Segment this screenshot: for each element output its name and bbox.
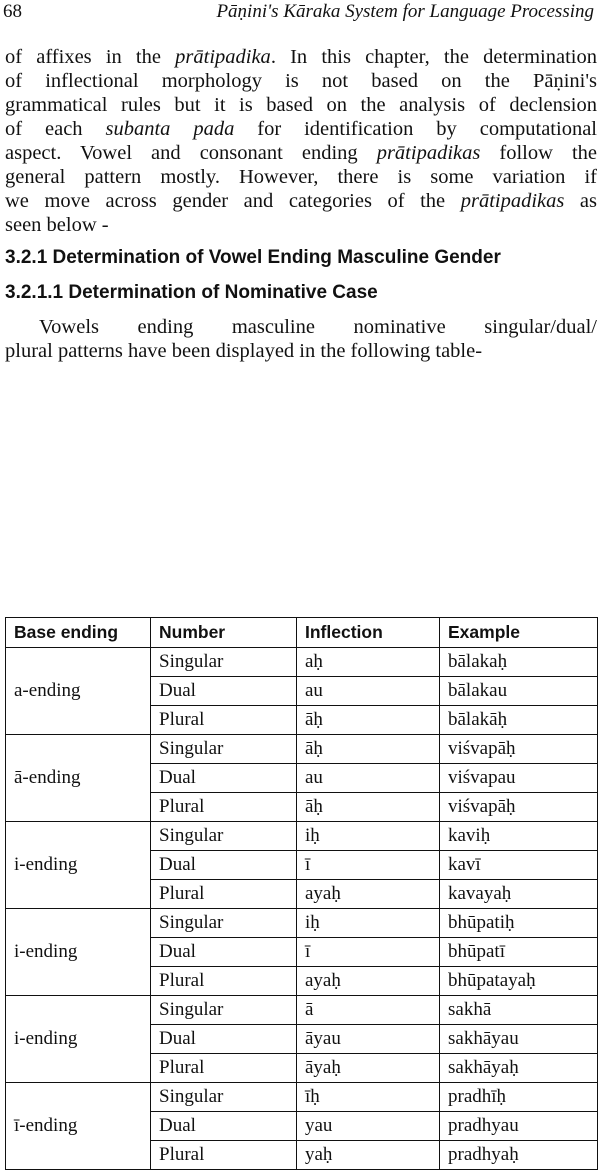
base-ending-cell: ī-ending — [6, 1083, 151, 1170]
nominative-case-table — [5, 617, 598, 1170]
example-cell: viśvapāḥ — [440, 793, 598, 822]
text-line: Vowels ending masculine nominative singular/dual/ — [39, 316, 597, 338]
example-cell: pradhyau — [440, 1112, 598, 1141]
number-cell: Dual — [151, 677, 297, 706]
inflection-cell: īḥ — [297, 1083, 440, 1112]
text-segment: follow the — [480, 142, 598, 164]
number-cell: Plural — [151, 1054, 297, 1083]
table-row — [6, 735, 598, 764]
inflection-cell: ayaḥ — [297, 880, 440, 909]
column-header: Example — [440, 618, 598, 648]
inflection-cell: aḥ — [297, 648, 440, 677]
number-cell: Dual — [151, 1025, 297, 1054]
running-title: Pāṇini's Kāraka System for Language Processing — [216, 1, 594, 22]
number-cell: Plural — [151, 706, 297, 735]
number-cell: Singular — [151, 648, 297, 677]
number-cell: Dual — [151, 1112, 297, 1141]
number-cell: Plural — [151, 793, 297, 822]
inflection-cell: yaḥ — [297, 1141, 440, 1170]
example-cell: kavayaḥ — [440, 880, 598, 909]
text-segment: seen below - — [5, 214, 109, 236]
column-header: Inflection — [297, 618, 440, 648]
text-segment: general pattern mostly. However, there is some variation if — [5, 166, 597, 188]
italic-term: prātipadikas — [460, 190, 565, 212]
table-row — [6, 822, 598, 851]
table-row — [6, 909, 598, 938]
example-cell: pradhyaḥ — [440, 1141, 598, 1170]
base-ending-cell: i-ending — [6, 996, 151, 1083]
inflection-cell: ā — [297, 996, 440, 1025]
inflection-cell: āyau — [297, 1025, 440, 1054]
inflection-cell: iḥ — [297, 822, 440, 851]
number-cell: Dual — [151, 764, 297, 793]
number-cell: Singular — [151, 996, 297, 1025]
text-segment: we move across gender and categories of the — [5, 190, 461, 212]
example-cell: kavī — [440, 851, 598, 880]
inflection-cell: ayaḥ — [297, 967, 440, 996]
text-segment: of inflectional morphology is not based on the Pāṇini's — [5, 70, 597, 92]
italic-term: prātipadikas — [376, 142, 481, 164]
inflection-cell: au — [297, 677, 440, 706]
table-row — [6, 648, 598, 677]
text-line — [5, 165, 597, 189]
column-header: Base ending — [6, 618, 151, 648]
table-row — [6, 1083, 598, 1112]
text-segment: aspect. Vowel and consonant ending — [5, 142, 377, 164]
text-segment: as — [564, 190, 598, 212]
subsection-heading: 3.2.1.1 Determination of Nominative Case — [5, 282, 378, 303]
inflection-cell: āḥ — [297, 793, 440, 822]
text-line — [5, 93, 597, 117]
text-line — [5, 45, 597, 69]
number-cell: Dual — [151, 938, 297, 967]
text-line — [5, 69, 597, 93]
example-cell: sakhāyaḥ — [440, 1054, 598, 1083]
text-segment: of each — [5, 118, 106, 140]
text-line: plural patterns have been displayed in the following table- — [5, 340, 483, 362]
example-cell: bhūpatiḥ — [440, 909, 598, 938]
text-line — [5, 189, 597, 213]
example-cell: bālakau — [440, 677, 598, 706]
text-line — [5, 213, 597, 237]
number-cell: Singular — [151, 909, 297, 938]
text-line — [5, 141, 597, 165]
number-cell: Dual — [151, 851, 297, 880]
page-body — [5, 45, 597, 363]
number-cell: Plural — [151, 967, 297, 996]
italic-term: subanta pada — [105, 118, 235, 140]
table-row — [6, 996, 598, 1025]
page-header — [0, 0, 600, 26]
section-heading: 3.2.1 Determination of Vowel Ending Masculine Gender — [5, 247, 501, 268]
example-cell: sakhāyau — [440, 1025, 598, 1054]
base-ending-cell: i-ending — [6, 909, 151, 996]
inflection-cell: āyaḥ — [297, 1054, 440, 1083]
text-segment: for identification by computational — [234, 118, 597, 140]
number-cell: Singular — [151, 1083, 297, 1112]
inflection-cell: ī — [297, 851, 440, 880]
example-cell: pradhīḥ — [440, 1083, 598, 1112]
text-segment: . In this chapter, the determination — [270, 46, 597, 68]
number-cell: Singular — [151, 822, 297, 851]
inflection-cell: yau — [297, 1112, 440, 1141]
column-header: Number — [151, 618, 297, 648]
example-cell: kaviḥ — [440, 822, 598, 851]
page-number: 68 — [3, 1, 22, 22]
inflection-cell: ī — [297, 938, 440, 967]
number-cell: Plural — [151, 1141, 297, 1170]
inflection-cell: āḥ — [297, 735, 440, 764]
inflection-cell: iḥ — [297, 909, 440, 938]
base-ending-cell: ā-ending — [6, 735, 151, 822]
example-cell: sakhā — [440, 996, 598, 1025]
text-line — [5, 117, 597, 141]
body-paragraph — [5, 45, 597, 237]
example-cell: bhūpatī — [440, 938, 598, 967]
number-cell: Plural — [151, 880, 297, 909]
inflection-cell: au — [297, 764, 440, 793]
base-ending-cell: i-ending — [6, 822, 151, 909]
intro-paragraph — [5, 315, 597, 363]
text-segment: grammatical rules but it is based on the analysis of declension — [5, 94, 597, 116]
table-header-row — [6, 618, 598, 648]
text-segment: of affixes in the — [5, 46, 176, 68]
example-cell: bālakaḥ — [440, 648, 598, 677]
base-ending-cell: a-ending — [6, 648, 151, 735]
example-cell: bhūpatayaḥ — [440, 967, 598, 996]
example-cell: bālakāḥ — [440, 706, 598, 735]
inflection-cell: āḥ — [297, 706, 440, 735]
example-cell: viśvapau — [440, 764, 598, 793]
italic-term: prātipadika — [175, 46, 271, 68]
table-body — [6, 648, 598, 1170]
example-cell: viśvapāḥ — [440, 735, 598, 764]
number-cell: Singular — [151, 735, 297, 764]
